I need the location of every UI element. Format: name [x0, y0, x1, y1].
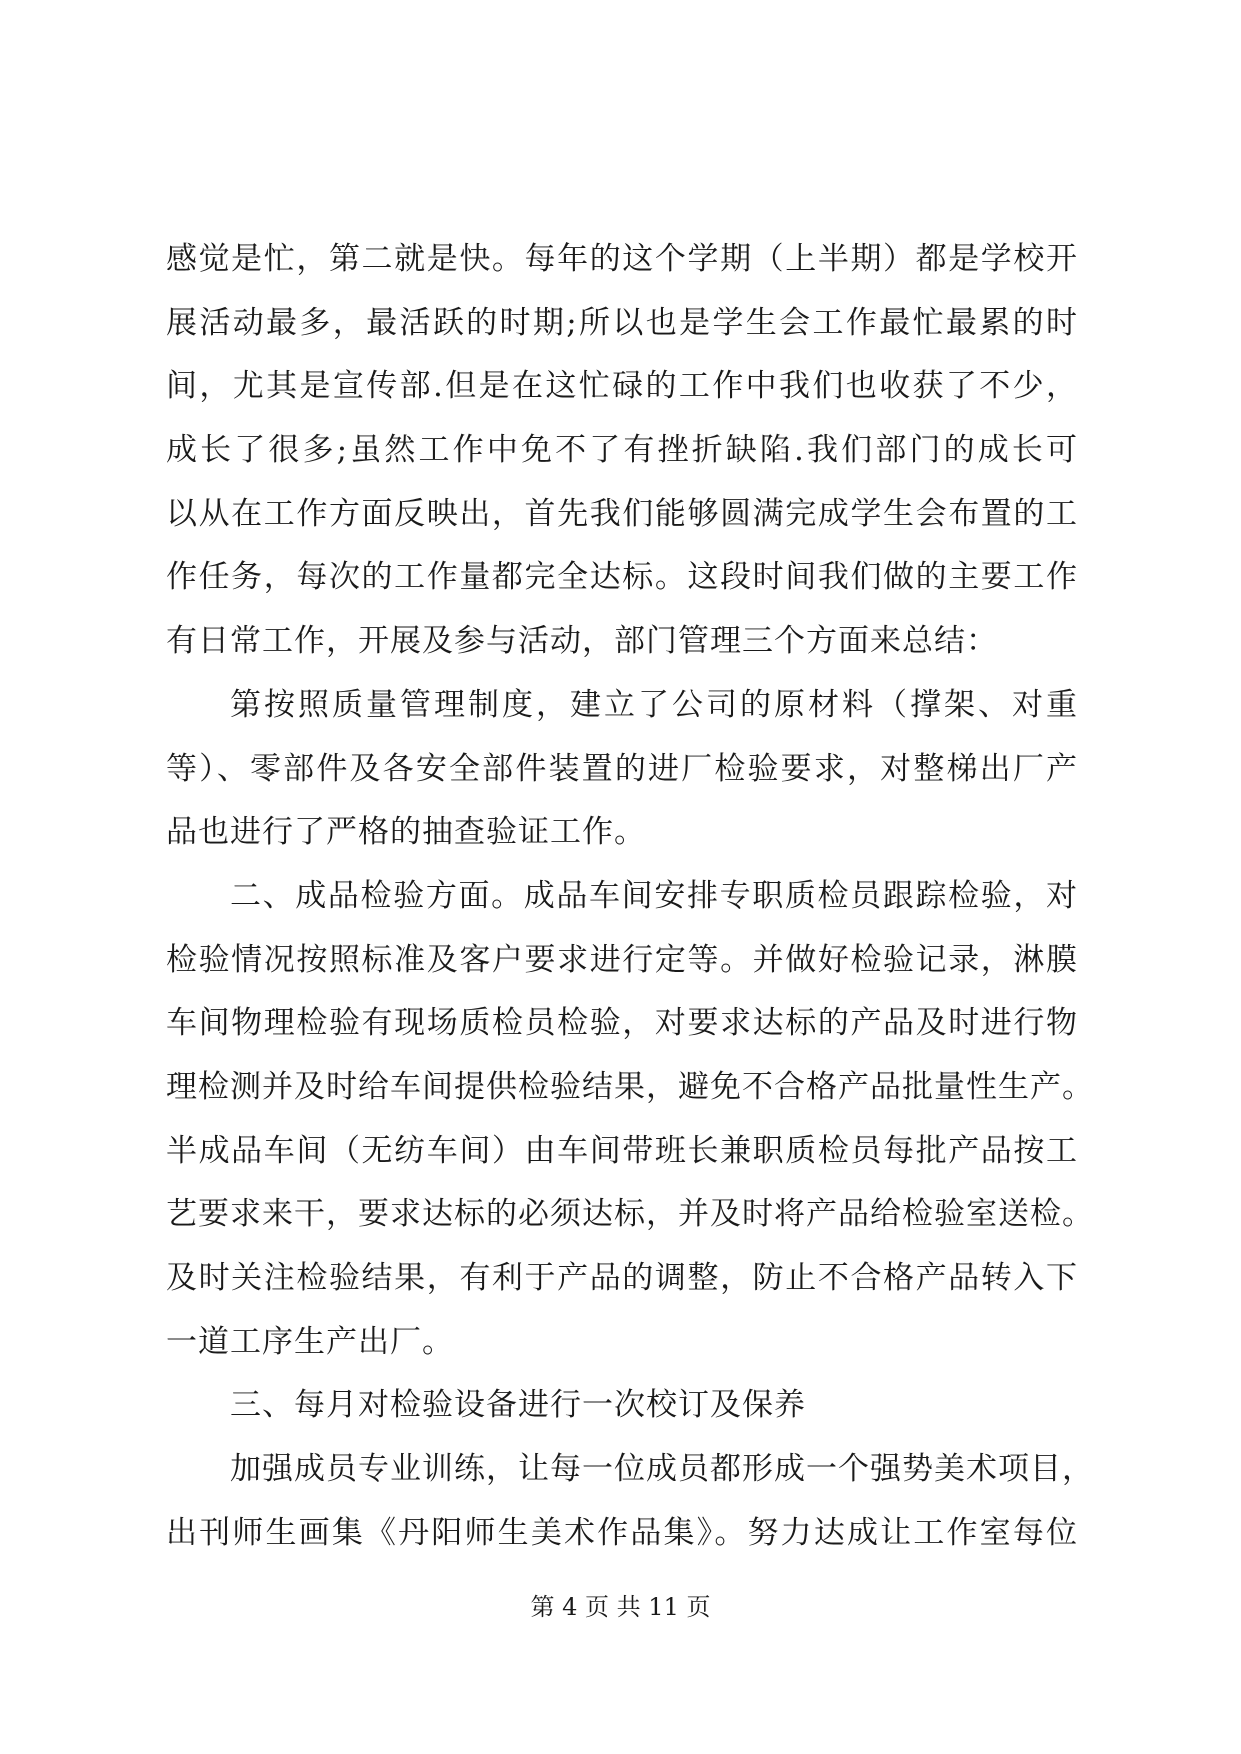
- text-line: 第按照质量管理制度，建立了公司的原材料（撑架、对重: [230, 686, 1078, 723]
- text-line: 感觉是忙，第二就是快。每年的这个学期（上半期）都是学校开: [166, 241, 1078, 277]
- text-line: 车间物理检验有现场质检员检验，对要求达标的产品及时进行物: [166, 1005, 1078, 1042]
- text-line: 品也进行了严格的抽查验证工作。: [166, 814, 646, 851]
- text-line: 理检测并及时给车间提供检验结果，避免不合格产品批量性生产。: [166, 1068, 1094, 1105]
- text-line: 一道工序生产出厂。: [166, 1323, 454, 1360]
- body-text: [166, 228, 1094, 1565]
- text-line: 检验情况按照标准及客户要求进行定等。并做好检验记录，淋膜: [166, 941, 1078, 978]
- text-line: 出刊师生画集《丹阳师生美术作品集》。努力达成让工作室每位: [166, 1514, 1078, 1551]
- text-line: 三、每月对检验设备进行一次校订及保养: [230, 1387, 806, 1424]
- text-line: 以从在工作方面反映出，首先我们能够圆满完成学生会布置的工: [166, 495, 1078, 532]
- text-line: 成长了很多;虽然工作中免不了有挫折缺陷.我们部门的成长可: [166, 432, 1078, 469]
- text-line: 等）、零部件及各安全部件装置的进厂检验要求，对整梯出厂产: [166, 750, 1078, 787]
- text-line: 加强成员专业训练，让每一位成员都形成一个强势美术项目，: [230, 1451, 1094, 1488]
- text-line: 有日常工作，开展及参与活动，部门管理三个方面来总结：: [166, 623, 998, 660]
- page-footer: [0, 1592, 1241, 1622]
- text-line: 半成品车间（无纺车间）由车间带班长兼职质检员每批产品按工: [166, 1132, 1078, 1169]
- text-line: 展活动最多，最活跃的时期;所以也是学生会工作最忙最累的时: [166, 304, 1078, 341]
- text-line: 及时关注检验结果，有利于产品的调整，防止不合格产品转入下: [166, 1260, 1078, 1296]
- text-line: 二、成品检验方面。成品车间安排专职质检员跟踪检验，对: [230, 877, 1078, 914]
- text-line: 间，尤其是宣传部.但是在这忙碌的工作中我们也收获了不少，: [166, 368, 1078, 405]
- text-line: 作任务，每次的工作量都完全达标。这段时间我们做的主要工作: [166, 559, 1078, 596]
- text-line: 艺要求来干，要求达标的必须达标，并及时将产品给检验室送检。: [166, 1196, 1094, 1233]
- page-number-label: 第 4 页 共 11 页: [530, 1593, 711, 1621]
